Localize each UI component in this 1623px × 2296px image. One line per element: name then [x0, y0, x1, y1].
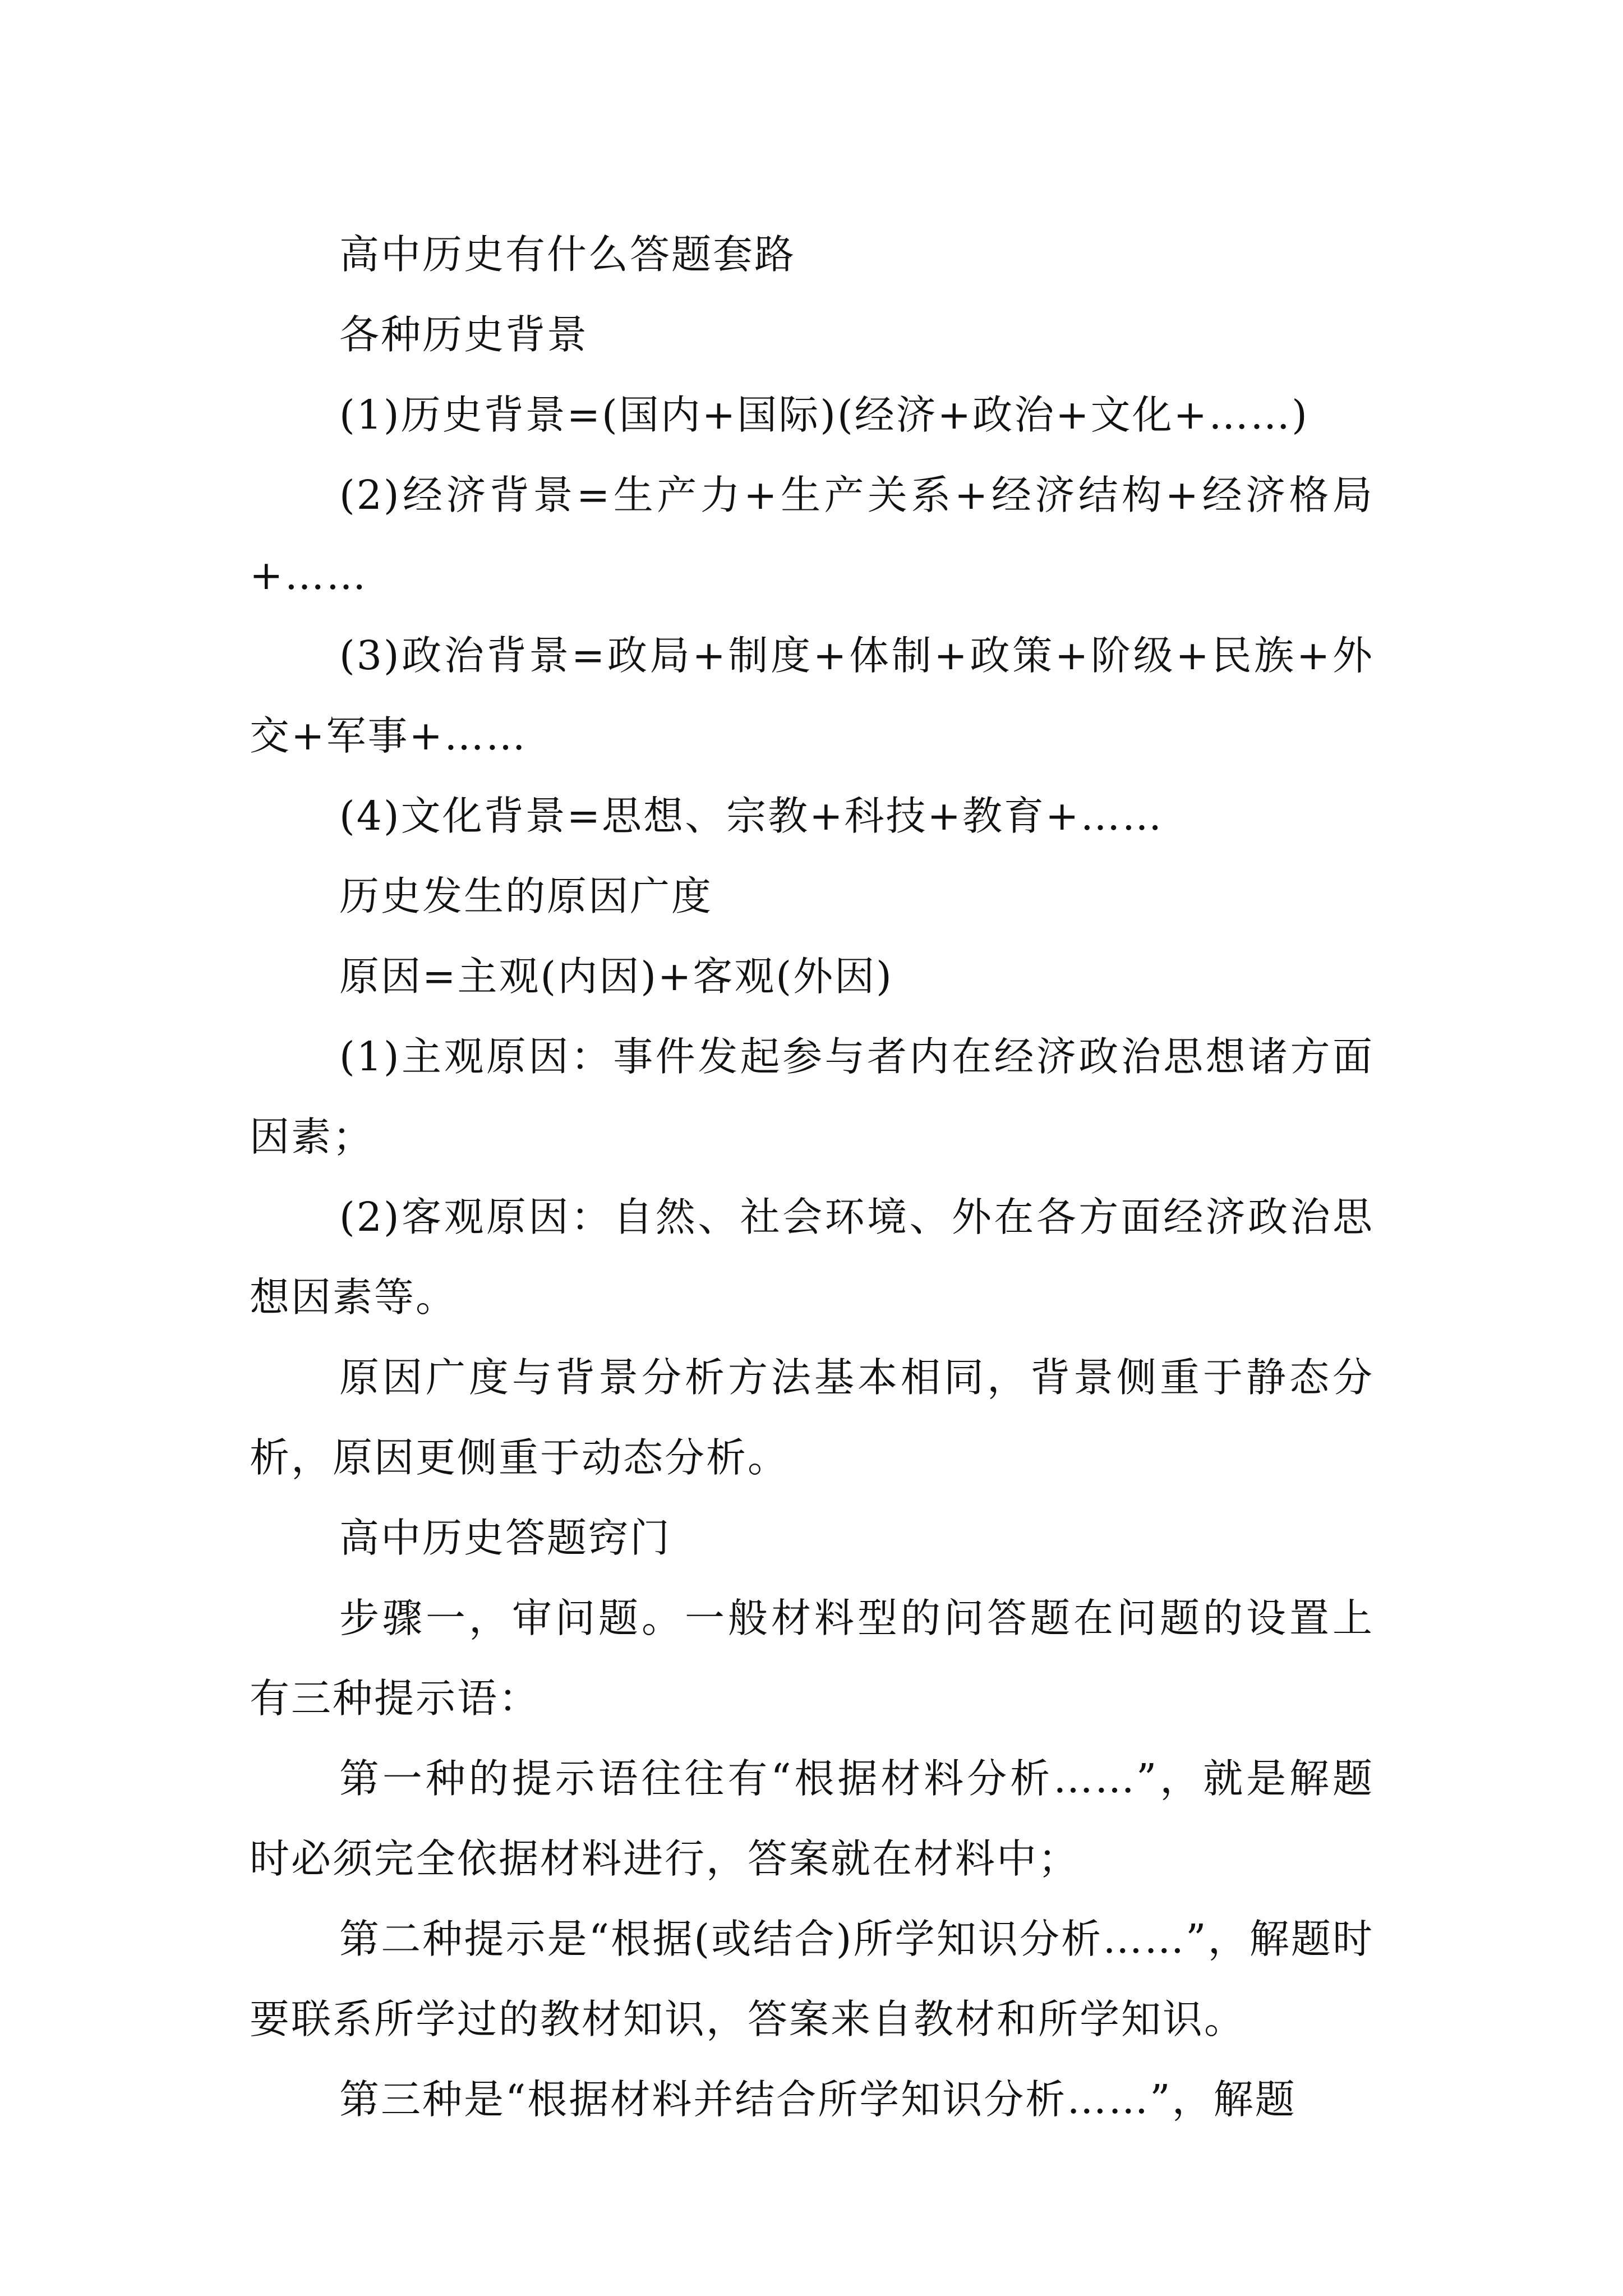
paragraph-cultural-background: (4)文化背景=思想、宗教+科技+教育+…… [339, 793, 1164, 839]
paragraph-prompt-type-one: 第一种的提示语往往有“根据材料分析……”，就是解题时必须完全依据材料进行，答案就在材料中； [250, 1755, 1374, 1882]
section-heading-causes: 历史发生的原因广度 [339, 873, 713, 919]
paragraph-historical-background: (1)历史背景=(国内+国际)(经济+政治+文化+……) [339, 392, 1309, 438]
section-heading-background: 各种历史背景 [339, 311, 589, 358]
paragraph-prompt-type-two: 第二种提示是“根据(或结合)所学知识分析……”，解题时要联系所学过的教材知识，答案来自教材和所学知识。 [250, 1916, 1374, 2042]
paragraph-prompt-type-three: 第三种是“根据材料并结合所学知识分析……”，解题 [339, 2076, 1297, 2123]
document-body [250, 214, 1374, 2139]
paragraph-subjective-causes: (1)主观原因：事件发起参与者内在经济政治思想诸方面因素； [250, 1033, 1374, 1160]
paragraph-political-background: (3)政治背景=政局+制度+体制+政策+阶级+民族+外交+军事+…… [250, 632, 1374, 759]
paragraph-step-one: 步骤一，审问题。一般材料型的问答题在问题的设置上有三种提示语： [250, 1595, 1374, 1722]
paragraph-economic-background: (2)经济背景=生产力+生产关系+经济结构+经济格局+…… [250, 472, 1374, 599]
paragraph-causes-vs-background: 原因广度与背景分析方法基本相同，背景侧重于静态分析，原因更侧重于动态分析。 [250, 1354, 1374, 1481]
section-heading-tips: 高中历史答题窍门 [339, 1515, 672, 1561]
title-heading: 高中历史有什么答题套路 [339, 231, 796, 278]
paragraph-objective-causes: (2)客观原因：自然、社会环境、外在各方面经济政治思想因素等。 [250, 1194, 1374, 1320]
paragraph-causes-formula: 原因=主观(内因)+客观(外因) [339, 953, 893, 1000]
